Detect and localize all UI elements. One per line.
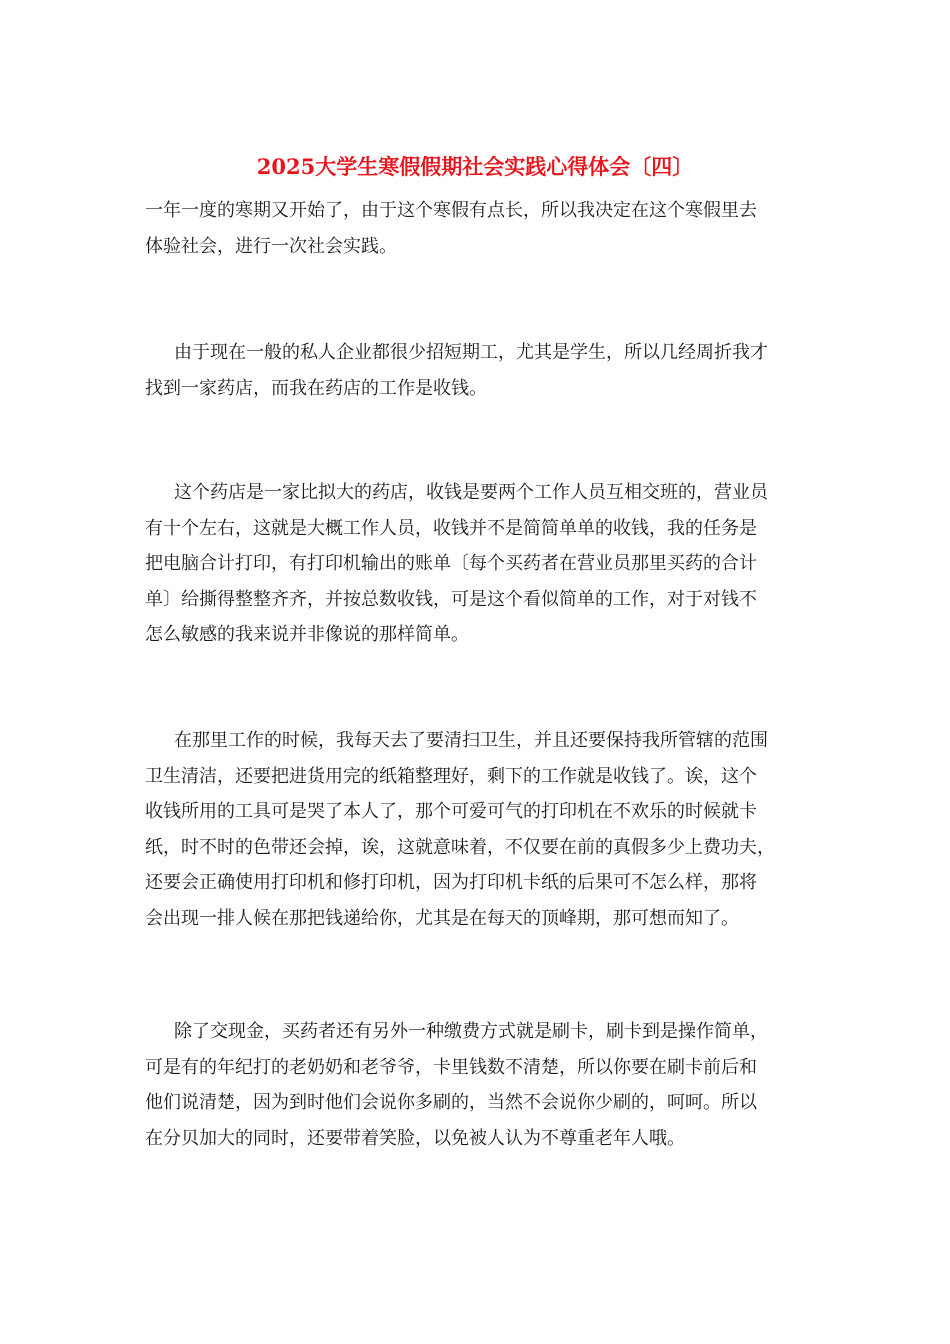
paragraph-2 [145,335,805,406]
paragraph-line: 除了交现金，买药者还有另外一种缴费方式就是刷卡，刷卡到是操作简单， [174,1021,768,1042]
paragraph-line: 找到一家药店，而我在药店的工作是收钱。 [145,377,487,399]
paragraph-line: 这个药店是一家比拟大的药店，收钱是要两个工作人员互相交班的，营业员 [174,482,768,503]
paragraph-line: 他们说清楚，因为到时他们会说你多刷的，当然不会说你少刷的，呵呵。所以 [145,1092,757,1113]
paragraph-line: 怎么敏感的我来说并非像说的那样简单。 [145,624,469,645]
paragraph-line: 在那里工作的时候，我每天去了要清扫卫生，并且还要保持我所管辖的范围 [174,730,768,751]
paragraph-line: 有十个左右，这就是大概工作人员，收钱并不是简简单单的收钱，我的任务是 [145,517,757,539]
paragraph-1 [145,193,805,264]
paragraph-line: 卫生清洁，还要把进货用完的纸箱整理好，剩下的工作就是收钱了。诶，这个 [145,765,757,787]
paragraph-line: 一年一度的寒期又开始了，由于这个寒假有点长，所以我决定在这个寒假里去 [145,200,757,221]
paragraph-line: 体验社会，进行一次社会实践。 [145,235,397,257]
paragraph-line: 会出现一排人候在那把钱递给你，尤其是在每天的顶峰期，那可想而知了。 [145,907,739,929]
paragraph-line: 把电脑合计打印，有打印机输出的账单〔每个买药者在营业员那里买药的合计 [145,553,757,574]
paragraph-line: 还要会正确使用打印机和修打印机，因为打印机卡纸的后果可不怎么样，那将 [145,872,757,893]
paragraph-line: 由于现在一般的私人企业都很少招短期工，尤其是学生，所以几经周折我才 [174,342,768,363]
document-title: 2025大学生寒假假期社会实践心得体会〔四〕 [256,154,694,179]
paragraph-4 [145,723,805,936]
paragraph-line: 收钱所用的工具可是哭了本人了，那个可爱可气的打印机在不欢乐的时候就卡 [145,801,757,822]
paragraph-line: 可是有的年纪打的老奶奶和老爷爷，卡里钱数不清楚，所以你要在刷卡前后和 [145,1056,757,1078]
paragraph-line: 单〕给撕得整整齐齐，并按总数收钱，可是这个看似简单的工作，对于对钱不 [145,588,757,610]
paragraph-5 [145,1014,805,1156]
paragraph-line: 纸，时不时的色带还会掉，诶，这就意味着，不仅要在前的真假多少上费功夫， [145,836,775,858]
paragraph-3 [145,475,805,653]
paragraph-line: 在分贝加大的同时，还要带着笑脸，以免被人认为不尊重老年人哦。 [145,1127,685,1149]
